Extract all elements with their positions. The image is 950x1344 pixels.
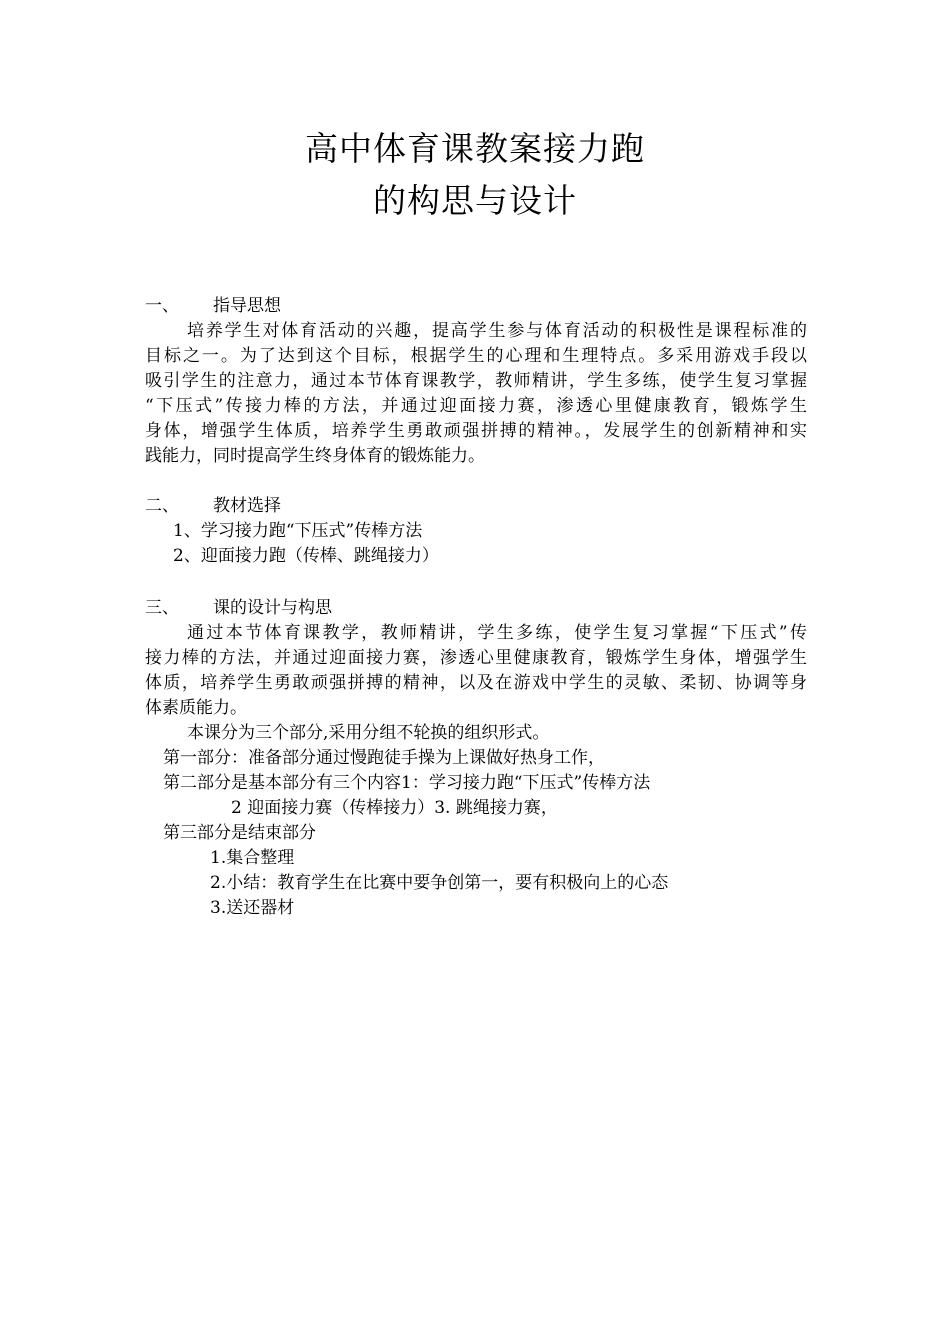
section-1-paragraph-line: 践能力，同时提高学生终身体育的锻炼能力。: [145, 446, 485, 466]
section-3-paragraph-line: 接力棒的方法，并通过迎面接力赛，渗透心里健康教育，锻炼学生身体，增强学生: [145, 648, 807, 668]
section-1-paragraph-line: 身体，增强学生体质，培养学生勇敢顽强拼搏的精神。，发展学生的创新精神和实: [145, 421, 807, 441]
section-3-heading: [145, 595, 815, 621]
document-title-line-1: 高中体育课教案接力跑: [305, 129, 645, 168]
section-1-paragraph-line: 吸引学生的注意力，通过本节体育课教学，教师精讲，学生多练，使学生复习掌握: [145, 371, 807, 391]
lesson-structure-text: 本课分为三个部分,采用分组不轮换的组织形式。: [187, 723, 550, 743]
section-3-paragraph-line: 通过本节体育课教学，教师精讲，学生多练，使学生复习掌握“下压式”传: [187, 623, 807, 643]
section-3-number: 三、: [145, 598, 179, 618]
section-1-title: 指导思想: [213, 296, 281, 316]
part-3-text: 第三部分是结束部分: [163, 823, 316, 843]
section-1-heading: [145, 293, 815, 319]
section-3-paragraph-line: 体质，培养学生勇敢顽强拼搏的精神，以及在游戏中学生的灵敏、柔韧、协调等身: [145, 673, 807, 693]
part-1-text: 第一部分：准备部分通过慢跑徒手操为上课做好热身工作，: [163, 748, 605, 768]
part-3-item: 1.集合整理: [210, 848, 295, 868]
section-2-heading: [145, 493, 815, 519]
part-3-item: 3.送还器材: [210, 898, 295, 918]
section-2-item: 2、迎面接力跑（传棒、跳绳接力）: [173, 546, 439, 566]
part-2-text: 第二部分是基本部分有三个内容1：学习接力跑“下压式”传棒方法: [163, 773, 651, 793]
section-3-title: 课的设计与构思: [213, 598, 332, 618]
part-3-item: 2.小结：教育学生在比赛中要争创第一，要有积极向上的心态: [210, 873, 669, 893]
section-1-number: 一、: [145, 296, 179, 316]
section-2-number: 二、: [145, 496, 179, 516]
document-title-line-2: 的构思与设计: [373, 181, 577, 220]
section-1-paragraph-line: 目标之一。为了达到这个目标，根据学生的心理和生理特点。多采用游戏手段以: [145, 346, 807, 366]
section-2-item: 1、学习接力跑“下压式”传棒方法: [173, 521, 423, 541]
section-2-title: 教材选择: [213, 496, 281, 516]
section-1-paragraph-line: “下压式”传接力棒的方法，并通过迎面接力赛，渗透心里健康教育，锻炼学生: [145, 396, 807, 416]
section-3-paragraph-line: 体素质能力。: [145, 698, 247, 718]
section-1-paragraph-line: 培养学生对体育活动的兴趣，提高学生参与体育活动的积极性是课程标准的: [187, 321, 807, 341]
part-2-continued-text: 2 迎面接力赛（传棒接力）3. 跳绳接力赛，: [231, 798, 558, 818]
